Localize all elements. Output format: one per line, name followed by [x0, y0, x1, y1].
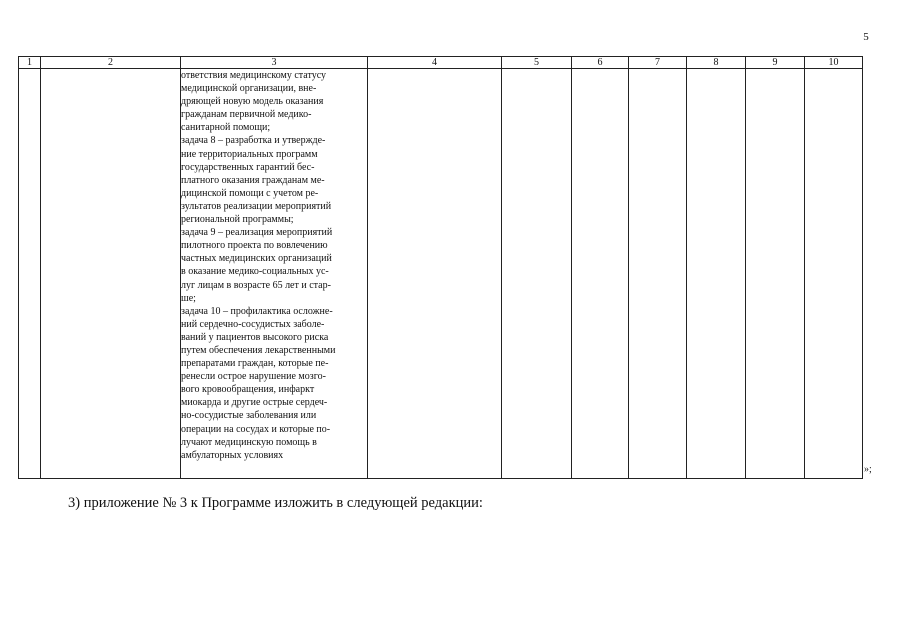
- text-line: гражданам первичной медико-: [181, 109, 312, 121]
- column-number-5: 5: [502, 57, 572, 69]
- text-line: ответствия медицинскому статусу: [181, 70, 327, 81]
- text-line: ваний у пациентов высокого риска: [181, 331, 329, 343]
- column-number-4: 4: [368, 57, 502, 69]
- text-line: частных медицинских организаций: [181, 253, 332, 265]
- text-line: региональной программы;: [181, 214, 294, 226]
- text-line: государственных гарантий бес-: [181, 161, 315, 173]
- text-line: операции на сосудах и которые по-: [181, 423, 331, 435]
- cell-col-5: [502, 69, 572, 479]
- text-line: зультатов реализации мероприятий: [181, 200, 332, 212]
- text-line: ше;: [181, 292, 196, 304]
- text-line: луг лицам в возрасте 65 лет и стар-: [181, 279, 331, 291]
- text-line: в оказание медико-социальных ус-: [181, 266, 329, 278]
- table-row: [19, 69, 863, 479]
- text-line: санитарной помощи;: [181, 122, 271, 134]
- column-number-2: 2: [41, 57, 181, 69]
- text-line: миокарда и другие острые сердеч-: [181, 397, 328, 409]
- column-number-6: 6: [572, 57, 629, 69]
- text-line: ние территориальных программ: [181, 148, 318, 160]
- text-line: дряющей новую модель оказания: [181, 96, 324, 108]
- text-line: ний сердечно-сосудистых заболе-: [181, 318, 325, 330]
- column-number-1: 1: [19, 57, 41, 69]
- table-header-row: [19, 57, 863, 69]
- cell-col-3-tasks: [181, 69, 368, 479]
- page-number: 5: [863, 31, 869, 43]
- text-line: вого кровообращения, инфаркт: [181, 384, 315, 396]
- text-line: пилотного проекта по вовлечению: [181, 240, 328, 252]
- column-number-9: 9: [746, 57, 805, 69]
- amendment-paragraph: 3) приложение № 3 к Программе изложить в следующей редакции:: [68, 495, 483, 511]
- text-line: путем обеспечения лекарственными: [181, 344, 336, 356]
- closing-quote-mark: »;: [864, 464, 872, 475]
- text-line: препаратами граждан, которые пе-: [181, 358, 329, 370]
- text-line: но-сосудистые заболевания или: [181, 410, 317, 422]
- text-line: дицинской помощи с учетом ре-: [181, 187, 319, 199]
- text-line: лучают медицинскую помощь в: [181, 436, 317, 448]
- cell-col-7: [629, 69, 687, 479]
- cell-col-4: [368, 69, 502, 479]
- cell-col-9: [746, 69, 805, 479]
- cell-col-8: [687, 69, 746, 479]
- cell-col-2: [41, 69, 181, 479]
- text-line: задача 9 – реализация мероприятий: [181, 227, 333, 239]
- text-line: задача 8 – разработка и утвержде-: [181, 135, 326, 147]
- program-table: [18, 56, 863, 479]
- text-line: платного оказания гражданам ме-: [181, 174, 325, 186]
- text-line: медицинской организации, вне-: [181, 83, 317, 95]
- column-number-10: 10: [805, 57, 863, 69]
- cell-col-6: [572, 69, 629, 479]
- text-line: ренесли острое нарушение мозго-: [181, 371, 326, 383]
- tasks-text: [181, 69, 367, 462]
- column-number-3: 3: [181, 57, 368, 69]
- cell-col-1: [19, 69, 41, 479]
- column-number-8: 8: [687, 57, 746, 69]
- column-number-7: 7: [629, 57, 687, 69]
- text-line: задача 10 – профилактика осложне-: [181, 305, 333, 317]
- text-line: амбулаторных условиях: [181, 449, 284, 461]
- cell-col-10: [805, 69, 863, 479]
